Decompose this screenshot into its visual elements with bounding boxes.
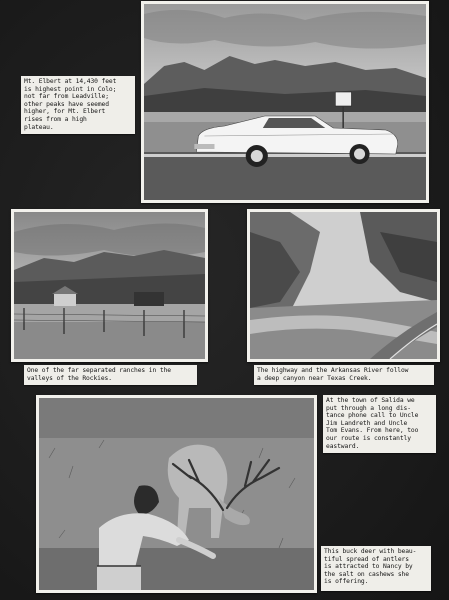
caption-salida: At the town of Salida we put through a long dis- tance phone call to Uncle Jim Landreth and Uncle Tom Evans. From here, too our route is constantly eastward. <box>323 395 436 453</box>
caption-ranch: One of the far separated ranches in the valleys of the Rockies. <box>24 365 197 385</box>
photo-ranch <box>11 209 208 362</box>
caption-mt-elbert: Mt. Elbert at 14,430 feet is highest point in Colo; not far from Leadville; other peaks have seemed higher, for Mt. Elbert rises from a high plateau. <box>21 76 135 134</box>
caption-deer: This buck deer with beau- tiful spread of antlers is attracted to Nancy by the salt on cashews she is offering. <box>321 546 431 591</box>
photo-deer-feeding <box>36 395 317 593</box>
photo-car-mountain <box>141 1 429 203</box>
caption-highway: The highway and the Arkansas River follow a deep canyon near Texas Creek. <box>254 365 434 385</box>
photo-canyon-river <box>247 209 440 362</box>
